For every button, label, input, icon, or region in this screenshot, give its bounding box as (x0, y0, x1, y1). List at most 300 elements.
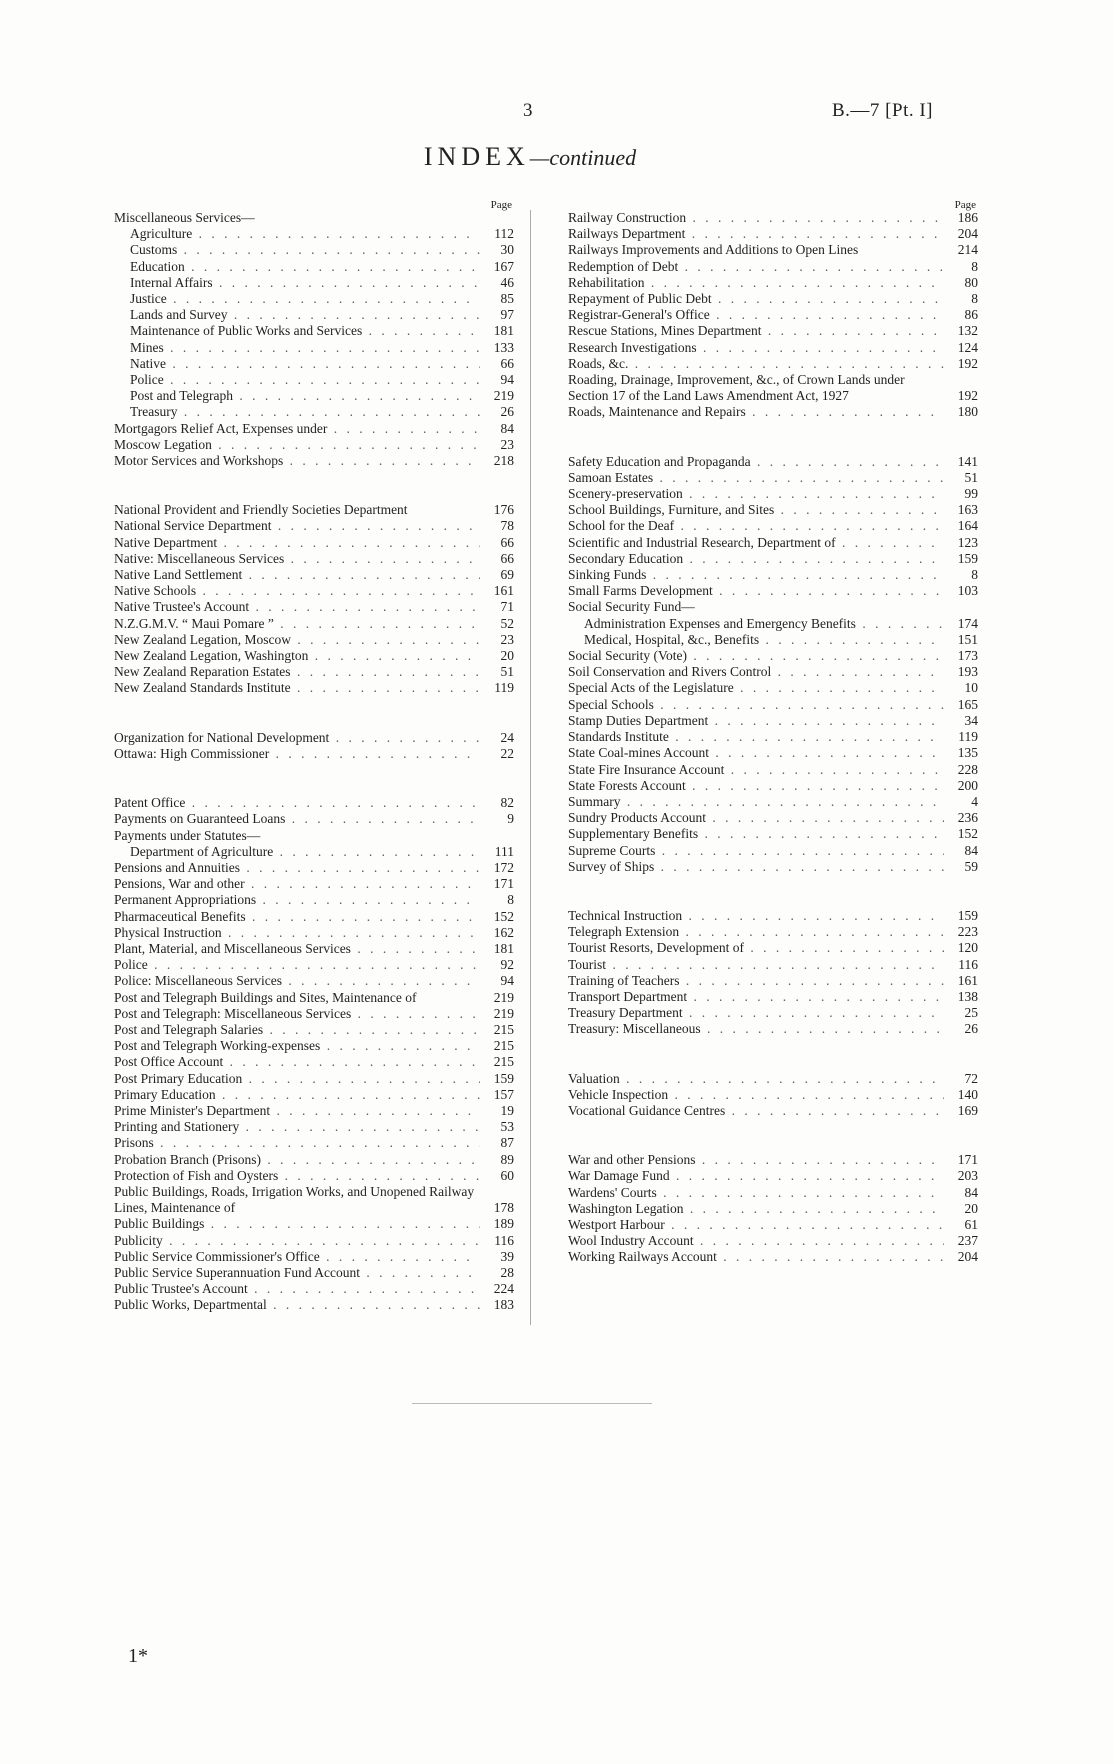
index-right-column (568, 200, 978, 1266)
entry-page: 24 (500, 729, 514, 745)
entry-title: Post and Telegraph Salaries . . . (114, 1022, 480, 1038)
section-gap (568, 1119, 978, 1152)
entry-title: Stamp Duties Department . . . (568, 713, 944, 729)
index-entry (114, 795, 514, 811)
entry-title: Training of Teachers . . . (568, 973, 944, 989)
entry-page: 9 (507, 811, 514, 827)
entry-title: Mines . . . (114, 340, 480, 356)
entry-title: New Zealand Reparation Estates . . . (114, 664, 480, 680)
index-entry (114, 941, 514, 957)
entry-title: Plant, Material, and Miscellaneous Services . . . (114, 941, 480, 957)
signature-mark: 1* (128, 1645, 148, 1667)
index-entry (114, 1087, 514, 1103)
entry-title: Pharmaceutical Benefits . . . (114, 909, 480, 925)
index-entry (568, 794, 978, 810)
entry-page: 72 (964, 1070, 978, 1086)
entry-page: 138 (957, 988, 978, 1004)
index-entry (114, 1103, 514, 1119)
entry-title: Native Schools . . . (114, 583, 480, 599)
entry-page: 228 (957, 761, 978, 777)
entry-page: 92 (500, 957, 514, 973)
entry-page: 193 (957, 664, 978, 680)
index-entry (114, 1022, 514, 1038)
entry-title: Small Farms Development . . . (568, 583, 944, 599)
index-entry (114, 356, 514, 372)
entry-title: Patent Office . . . (114, 795, 480, 811)
index-entry (568, 372, 978, 404)
index-entry (114, 730, 514, 746)
entry-page: 173 (957, 648, 978, 664)
entry-page: 103 (957, 583, 978, 599)
entry-title: Samoan Estates . . . (568, 470, 944, 486)
entry-page: 133 (493, 339, 514, 355)
index-entry (114, 973, 514, 989)
entry-page: 161 (957, 972, 978, 988)
document-reference: B.—7 [Pt. I] (832, 100, 933, 121)
entry-page: 174 (957, 615, 978, 631)
index-entry (568, 454, 978, 470)
entry-title: Special Acts of the Legislature . . . (568, 680, 944, 696)
index-entry (114, 307, 514, 323)
section-gap (568, 1038, 978, 1071)
entry-page: 119 (958, 729, 978, 745)
entry-title: Scientific and Industrial Research, Department of . . . (568, 535, 944, 551)
entry-page: 180 (957, 404, 978, 420)
entry-title: Telegraph Extension . . . (568, 924, 944, 940)
entry-title: Miscellaneous Services— (114, 210, 255, 225)
entry-page: 192 (957, 388, 978, 404)
entry-page: 51 (964, 469, 978, 485)
index-entry (114, 583, 514, 599)
entry-page: 86 (964, 307, 978, 323)
entry-title: Vocational Guidance Centres . . . (568, 1103, 944, 1119)
entry-page: 167 (493, 258, 514, 274)
entry-page: 53 (500, 1119, 514, 1135)
entry-title: Treasury Department . . . (568, 1005, 944, 1021)
index-entry (114, 1265, 514, 1281)
index-entry (114, 388, 514, 404)
index-entry (114, 226, 514, 242)
index-entry (114, 680, 514, 696)
entry-page: 140 (957, 1086, 978, 1102)
entry-title: Treasury: Miscellaneous . . . (568, 1021, 944, 1037)
entry-page: 30 (500, 242, 514, 258)
index-entry (114, 1281, 514, 1297)
entry-page: 84 (964, 1184, 978, 1200)
entry-page: 159 (957, 907, 978, 923)
index-entry (568, 1005, 978, 1021)
index-entry (568, 745, 978, 761)
title-main: INDEX (423, 142, 530, 171)
entry-title: Roads, &c. . . . (568, 356, 944, 372)
index-entry (568, 1103, 978, 1119)
index-entry (568, 259, 978, 275)
index-entry (568, 1021, 978, 1037)
index-entry (114, 925, 514, 941)
entry-page: 162 (493, 924, 514, 940)
index-entry (114, 551, 514, 567)
index-entry (114, 957, 514, 973)
entry-page: 163 (957, 502, 978, 518)
entry-title: Special Schools . . . (568, 697, 944, 713)
index-heading (114, 210, 514, 226)
entry-page: 60 (500, 1167, 514, 1183)
entry-title: Primary Education . . . (114, 1087, 480, 1103)
index-entry (114, 892, 514, 908)
index-entry (114, 1152, 514, 1168)
entry-page: 8 (507, 892, 514, 908)
index-entry (114, 1233, 514, 1249)
footer-divider (412, 1403, 652, 1404)
index-entry (568, 1249, 978, 1265)
index-entry (568, 713, 978, 729)
index-entry (568, 1071, 978, 1087)
index-entry (568, 518, 978, 534)
title-suffix: —continued (529, 145, 637, 170)
entry-title: Social Security Fund— (568, 599, 695, 615)
entry-title: New Zealand Legation, Moscow . . . (114, 632, 480, 648)
entry-title: Police . . . (114, 957, 480, 973)
index-entry (114, 567, 514, 583)
entry-title: Registrar-General's Office . . . (568, 307, 944, 323)
entry-title: Native Trustee's Account . . . (114, 599, 480, 615)
entry-page: 59 (964, 858, 978, 874)
index-entry (568, 502, 978, 518)
entry-page: 26 (500, 404, 514, 420)
index-entry (568, 843, 978, 859)
entry-page: 159 (493, 1070, 514, 1086)
entry-title: Summary . . . (568, 794, 944, 810)
entry-title: Physical Instruction . . . (114, 925, 480, 941)
entry-title: Scenery-preservation . . . (568, 486, 944, 502)
index-entry (114, 275, 514, 291)
index-entry (114, 616, 514, 632)
entry-page: 164 (957, 518, 978, 534)
entry-title: Roading, Drainage, Improvement, &c., of Crown Lands under Section 17 of the Land Laws Amendment Act, 1927 (568, 372, 905, 404)
entry-title: National Provident and Friendly Societies Department (114, 502, 408, 518)
entry-page: 219 (493, 1005, 514, 1021)
entry-page: 94 (500, 973, 514, 989)
entry-page: 161 (493, 583, 514, 599)
index-entry (114, 632, 514, 648)
entry-title: Publicity . . . (114, 1233, 480, 1249)
entry-title: Standards Institute . . . (568, 729, 944, 745)
entry-title: Public Service Commissioner's Office . . . (114, 1249, 480, 1265)
entry-page: 87 (500, 1135, 514, 1151)
entry-title: Supreme Courts . . . (568, 843, 944, 859)
entry-title: Justice . . . (114, 291, 480, 307)
index-entry (114, 1168, 514, 1184)
index-entry (568, 697, 978, 713)
index-entry (568, 1185, 978, 1201)
entry-title: Moscow Legation . . . (114, 437, 480, 453)
index-heading (568, 599, 978, 615)
entry-page: 78 (500, 518, 514, 534)
entry-title: Post and Telegraph . . . (114, 388, 480, 404)
index-entry (114, 746, 514, 762)
index-entry (114, 291, 514, 307)
index-entry (114, 404, 514, 420)
entry-page: 69 (500, 567, 514, 583)
entry-page: 186 (957, 210, 978, 225)
entry-page: 8 (971, 291, 978, 307)
entry-title: Prime Minister's Department . . . (114, 1103, 480, 1119)
index-entry (568, 242, 978, 258)
index-entry (568, 307, 978, 323)
entry-title: Public Buildings . . . (114, 1216, 480, 1232)
index-entry (568, 680, 978, 696)
section-gap (114, 469, 514, 502)
index-entry (114, 340, 514, 356)
entry-title: Sinking Funds . . . (568, 567, 944, 583)
entry-page: 112 (494, 226, 514, 242)
index-entry (114, 372, 514, 388)
index-entry (114, 518, 514, 534)
section-gap (568, 421, 978, 454)
index-entry (568, 648, 978, 664)
entry-title: Sundry Products Account . . . (568, 810, 944, 826)
entry-title: Post Office Account . . . (114, 1054, 480, 1070)
entry-page: 19 (500, 1102, 514, 1118)
entry-title: State Coal-mines Account . . . (568, 745, 944, 761)
entry-title: Police: Miscellaneous Services . . . (114, 973, 480, 989)
entry-title: Railways Improvements and Additions to Open Lines (568, 242, 859, 258)
entry-title: Redemption of Debt . . . (568, 259, 944, 275)
entry-title: Pensions and Annuities . . . (114, 860, 480, 876)
entry-page: 141 (957, 453, 978, 469)
entry-page: 219 (493, 388, 514, 404)
entry-title: Railways Department . . . (568, 226, 944, 242)
index-entry (568, 291, 978, 307)
index-entry (114, 453, 514, 469)
entry-title: Westport Harbour . . . (568, 1217, 944, 1233)
entry-page: 165 (957, 696, 978, 712)
entry-page: 116 (494, 1232, 514, 1248)
index-entry (114, 876, 514, 892)
index-entry (114, 421, 514, 437)
entry-page: 236 (957, 810, 978, 826)
entry-page: 111 (494, 843, 514, 859)
entry-page: 8 (971, 567, 978, 583)
entry-page: 237 (957, 1233, 978, 1249)
index-entry (568, 664, 978, 680)
entry-page: 94 (500, 372, 514, 388)
entry-page: 171 (957, 1152, 978, 1168)
entry-title: Public Service Superannuation Fund Account . . . (114, 1265, 480, 1281)
index-entry (568, 1217, 978, 1233)
entry-page: 71 (500, 599, 514, 615)
entry-title: Working Railways Account . . . (568, 1249, 944, 1265)
index-heading (114, 828, 514, 844)
index-entry (568, 567, 978, 583)
entry-title: Agriculture . . . (114, 226, 480, 242)
entry-page: 172 (493, 859, 514, 875)
entry-title: Motor Services and Workshops . . . (114, 453, 480, 469)
entry-title: Technical Instruction . . . (568, 908, 944, 924)
entry-page: 10 (964, 680, 978, 696)
index-entry (114, 909, 514, 925)
entry-page: 26 (964, 1021, 978, 1037)
entry-page: 215 (493, 1054, 514, 1070)
entry-page: 224 (493, 1281, 514, 1297)
index-entry (568, 810, 978, 826)
entry-page: 28 (500, 1264, 514, 1280)
index-entry (114, 259, 514, 275)
entry-page: 189 (493, 1216, 514, 1232)
index-entry (114, 844, 514, 860)
index-entry (568, 323, 978, 339)
entry-title: Police . . . (114, 372, 480, 388)
index-entry (568, 989, 978, 1005)
entry-title: Mortgagors Relief Act, Expenses under . . . (114, 421, 480, 437)
entry-title: Post and Telegraph Working-expenses . . . (114, 1038, 480, 1054)
entry-page: 8 (971, 258, 978, 274)
index-entry (568, 404, 978, 420)
index-entry (568, 778, 978, 794)
index-entry (114, 648, 514, 664)
entry-page: 123 (957, 534, 978, 550)
entry-page: 215 (493, 1021, 514, 1037)
entry-title: Education . . . (114, 259, 480, 275)
index-entry (568, 486, 978, 502)
entry-page: 66 (500, 534, 514, 550)
entry-title: War and other Pensions . . . (568, 1152, 944, 1168)
index-entry (568, 940, 978, 956)
entry-title: Survey of Ships . . . (568, 859, 944, 875)
entry-page: 116 (958, 956, 978, 972)
entry-title: Repayment of Public Debt . . . (568, 291, 944, 307)
entry-title: Probation Branch (Prisons) . . . (114, 1152, 480, 1168)
entry-page: 120 (957, 940, 978, 956)
entry-title: Post and Telegraph Buildings and Sites, Maintenance of (114, 989, 417, 1005)
entry-page: 51 (500, 664, 514, 680)
index-entry (568, 859, 978, 875)
section-gap (114, 762, 514, 795)
entry-title: New Zealand Legation, Washington . . . (114, 648, 480, 664)
entry-title: Pensions, War and other . . . (114, 876, 480, 892)
entry-title: Printing and Stationery . . . (114, 1119, 480, 1135)
entry-title: Soil Conservation and Rivers Control . . . (568, 664, 944, 680)
index-entry (568, 826, 978, 842)
entry-page: 157 (493, 1086, 514, 1102)
index-entry (114, 1006, 514, 1022)
entry-title: Roads, Maintenance and Repairs . . . (568, 404, 944, 420)
index-entry (114, 1216, 514, 1232)
entry-title: Administration Expenses and Emergency Benefits . . . (568, 616, 944, 632)
entry-title: State Forests Account . . . (568, 778, 944, 794)
entry-page: 25 (964, 1005, 978, 1021)
entry-title: Transport Department . . . (568, 989, 944, 1005)
index-entry (568, 535, 978, 551)
index-entry (568, 340, 978, 356)
index-entry (114, 1119, 514, 1135)
entry-title: Post Primary Education . . . (114, 1071, 480, 1087)
entry-title: Protection of Fish and Oysters . . . (114, 1168, 480, 1184)
entry-title: Lands and Survey . . . (114, 307, 480, 323)
index-entry (114, 599, 514, 615)
entry-title: Payments under Statutes— (114, 827, 261, 843)
entry-title: N.Z.G.M.V. “ Maui Pomare ” . . . (114, 616, 480, 632)
index-entry (568, 275, 978, 291)
entry-title: Organization for National Development . . . (114, 730, 480, 746)
index-entry (568, 973, 978, 989)
section-gap (568, 875, 978, 908)
entry-page: 66 (500, 355, 514, 371)
page-column-header: Page (490, 199, 512, 211)
entry-title: School Buildings, Furniture, and Sites . . . (568, 502, 944, 518)
entry-page: 204 (957, 226, 978, 242)
index-entry (114, 1184, 514, 1216)
entry-page: 203 (957, 1168, 978, 1184)
entry-title: Internal Affairs . . . (114, 275, 480, 291)
entry-page: 46 (500, 274, 514, 290)
column-divider (530, 210, 531, 1325)
entry-page: 169 (957, 1102, 978, 1118)
entry-page: 215 (493, 1038, 514, 1054)
entry-page: 171 (493, 876, 514, 892)
index-entry (568, 583, 978, 599)
entry-title: Permanent Appropriations . . . (114, 892, 480, 908)
index-entry (114, 1071, 514, 1087)
entry-title: Public Works, Departmental . . . (114, 1297, 480, 1313)
entry-title: Department of Agriculture . . . (114, 844, 480, 860)
entry-page: 181 (493, 940, 514, 956)
entry-page: 97 (500, 307, 514, 323)
entry-page: 176 (493, 502, 514, 518)
entry-page: 218 (493, 453, 514, 469)
entry-page: 52 (500, 615, 514, 631)
entry-title: Rescue Stations, Mines Department . . . (568, 323, 944, 339)
entry-title: Wardens' Courts . . . (568, 1185, 944, 1201)
entry-title: Tourist . . . (568, 957, 944, 973)
entry-page: 85 (500, 291, 514, 307)
entry-page: 152 (493, 908, 514, 924)
index-entry (114, 811, 514, 827)
section-gap (114, 697, 514, 730)
entry-title: Washington Legation . . . (568, 1201, 944, 1217)
entry-title: Rehabilitation . . . (568, 275, 944, 291)
entry-page: 82 (500, 795, 514, 811)
entry-title: Valuation . . . (568, 1071, 944, 1087)
entry-page: 22 (500, 745, 514, 761)
entry-title: Post and Telegraph: Miscellaneous Services . . . (114, 1006, 480, 1022)
index-entry (568, 1087, 978, 1103)
index-entry (568, 210, 978, 226)
index-entry (114, 990, 514, 1006)
entry-title: Native: Miscellaneous Services . . . (114, 551, 480, 567)
entry-page: 61 (964, 1216, 978, 1232)
index-entry (568, 908, 978, 924)
index-entry (114, 323, 514, 339)
index-left-column (114, 200, 514, 1314)
entry-page: 159 (957, 550, 978, 566)
index-entry (114, 1135, 514, 1151)
entry-page: 219 (493, 989, 514, 1005)
index-entry (568, 632, 978, 648)
entry-page: 152 (957, 826, 978, 842)
entry-title: Secondary Education . . . (568, 551, 944, 567)
entry-page: 132 (957, 323, 978, 339)
entry-page: 20 (964, 1200, 978, 1216)
entry-title: Medical, Hospital, &c., Benefits . . . (568, 632, 944, 648)
index-entry (114, 437, 514, 453)
index-entry (114, 502, 514, 518)
entry-title: School for the Deaf . . . (568, 518, 944, 534)
entry-page: 204 (957, 1249, 978, 1265)
index-entry (568, 924, 978, 940)
entry-page: 119 (494, 680, 514, 696)
entry-title: War Damage Fund . . . (568, 1168, 944, 1184)
